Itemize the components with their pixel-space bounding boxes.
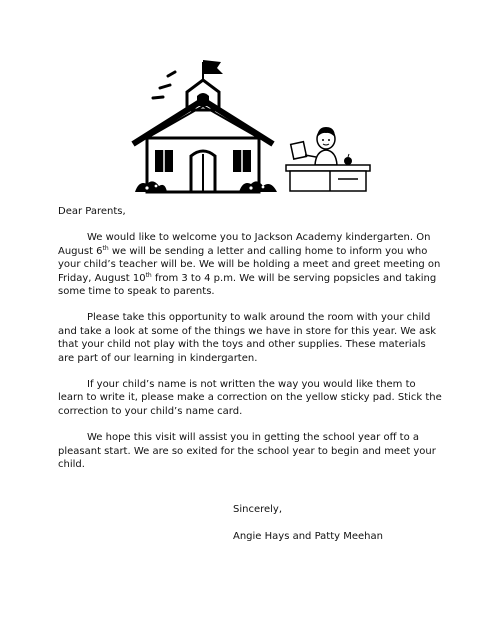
paragraph-closing-wishes: We hope this visit will assist you in getting the school year off to a pleasant start. We are so exited for the school year to begin and meet your child. — [58, 432, 436, 471]
paragraph-visit-room: Please take this opportunity to walk around the room with your child and take a look at some of the things we have in store for this year. We ask that your child not play with the toys and other supplies. These materials are part of our learning in kindergarten. — [58, 312, 437, 364]
schoolhouse-with-flag-icon — [125, 52, 290, 197]
signature: Angie Hays and Patty Meehan — [233, 531, 383, 542]
greeting: Dear Parents, — [58, 206, 126, 217]
letter-body — [58, 205, 443, 485]
paragraph-welcome-part-2: we will be sending a letter and calling home to inform you who your child’s teacher will be. We will be holding a meet and greet meeting on Friday, August 10 — [58, 245, 441, 284]
teacher-at-desk-icon — [282, 125, 374, 193]
paragraph-welcome — [58, 231, 443, 298]
ordinal-suffix: th — [102, 244, 109, 252]
paragraph-welcome-part-1: We would like to welcome you to Jackson Academy kindergarten. On August 6 — [58, 232, 431, 257]
closing: Sincerely, — [233, 504, 283, 515]
ordinal-suffix: th — [145, 271, 152, 279]
paragraph-name-correction: If your child’s name is not written the way you would like them to learn to write it, please make a correction on the yellow sticky pad. Stick the correction to your child’s name card. — [58, 379, 442, 417]
paragraph-welcome-part-3: from 3 to 4 p.m. We will be serving popsicles and taking some time to speak to parents. — [58, 272, 437, 298]
